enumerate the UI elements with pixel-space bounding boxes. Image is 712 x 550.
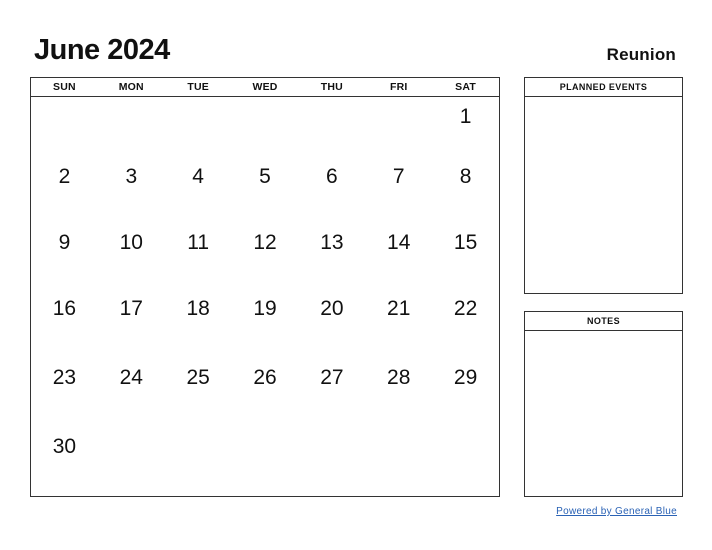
region-label: Reunion	[606, 45, 676, 64]
week-row	[31, 287, 499, 356]
empty-day-cell	[232, 97, 299, 155]
powered-by-link[interactable]: Powered by General Blue	[556, 506, 677, 517]
weekday-sun: SUN	[53, 81, 76, 93]
day-cell: 30	[52, 435, 77, 458]
weekday-tue: TUE	[187, 81, 209, 93]
week-row	[31, 425, 499, 490]
day-cell: 7	[392, 165, 405, 188]
empty-day-cell	[365, 425, 432, 490]
empty-day-cell	[432, 425, 499, 490]
notes-panel	[524, 311, 683, 497]
day-cell: 29	[453, 366, 478, 389]
day-cell: 21	[387, 297, 411, 320]
day-cell: 17	[119, 297, 143, 320]
week-row	[31, 356, 499, 425]
weekday-mon: MON	[118, 81, 144, 93]
planned-events-header: PLANNED EVENTS	[525, 78, 682, 97]
week-row	[31, 155, 499, 221]
day-cell: 5	[259, 165, 271, 188]
empty-day-cell	[298, 97, 365, 155]
weekday-sat: SAT	[455, 81, 476, 93]
empty-day-cell	[165, 97, 232, 155]
day-cell: 22	[453, 297, 478, 320]
day-cell: 6	[326, 165, 338, 188]
day-cell: 12	[253, 231, 277, 254]
calendar-title: June 2024	[34, 34, 170, 66]
day-cell: 20	[320, 297, 344, 320]
day-cell: 19	[253, 297, 277, 320]
weekday-thu: THU	[320, 81, 343, 93]
day-cell: 18	[186, 297, 210, 320]
day-cell: 11	[187, 231, 210, 254]
empty-day-cell	[165, 425, 232, 490]
weekday-fri: FRI	[389, 81, 408, 93]
day-cell: 24	[119, 366, 143, 389]
weeks-container	[31, 97, 499, 490]
day-cell: 25	[186, 366, 210, 389]
day-cell: 2	[58, 165, 71, 188]
planned-events-panel	[524, 77, 683, 294]
day-cell: 28	[387, 366, 411, 389]
empty-day-cell	[365, 97, 432, 155]
empty-day-cell	[232, 425, 299, 490]
day-cell: 16	[52, 297, 77, 320]
day-cell: 23	[52, 366, 77, 389]
empty-day-cell	[98, 425, 165, 490]
day-cell: 8	[459, 165, 472, 188]
day-cell: 14	[387, 231, 411, 254]
day-cell: 13	[320, 231, 344, 254]
notes-header: NOTES	[525, 312, 682, 331]
empty-day-cell	[98, 97, 165, 155]
month-grid	[30, 77, 500, 497]
empty-day-cell	[298, 425, 365, 490]
day-cell: 4	[192, 165, 204, 188]
week-row	[31, 97, 499, 155]
day-cell: 1	[459, 105, 472, 128]
day-cell: 10	[119, 231, 143, 254]
day-cell: 26	[253, 366, 277, 389]
weekday-header-row	[31, 78, 499, 97]
day-cell: 15	[453, 231, 478, 254]
day-cell: 9	[58, 231, 71, 254]
week-row	[31, 221, 499, 287]
day-cell: 27	[320, 366, 344, 389]
day-cell: 3	[125, 165, 138, 188]
weekday-wed: WED	[252, 81, 278, 93]
empty-day-cell	[31, 97, 98, 155]
